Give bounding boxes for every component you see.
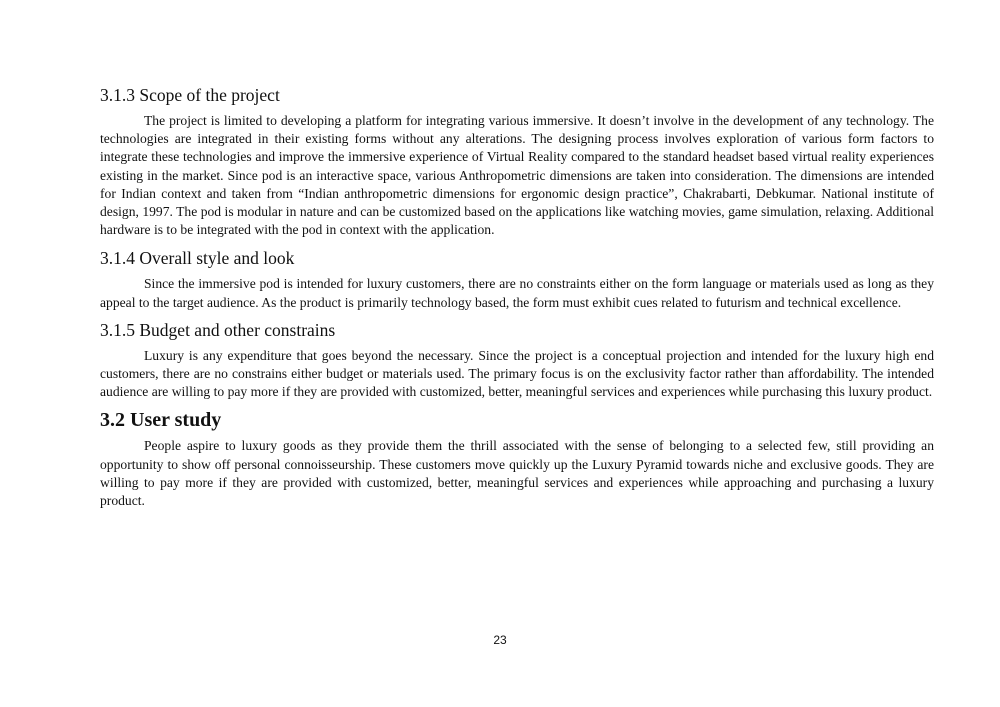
section-user-study [100,408,934,510]
section-overall-style [100,247,934,311]
section-budget-constraints [100,319,934,402]
section-scope-of-project [100,84,934,239]
section-paragraph-3-2: People aspire to luxury goods as they provide them the thrill associated with the sense of belonging to a selected few, still providing an opportunity to show off personal connoisseurship. These customers move quickly up the Luxury Pyramid towards niche and exclusive goods. They are willing to pay more if they are provided with customized, better, meaningful services and experiences while approaching and purchasing a luxury product. [100,438,934,509]
section-paragraph-3-1-5: Luxury is any expenditure that goes beyond the necessary. Since the project is a conceptual projection and intended for the luxury high end customers, there are no constrains either budget or materials used. The primary focus is on the exclusivity factor rather than affordability. The intended audience are willing to pay more if they are provided with customized, better, meaningful services and experiences while purchasing this luxury product. [100,347,934,400]
section-heading-3-1-5: 3.1.5 Budget and other constrains [100,319,336,340]
section-heading-3-1-3: 3.1.3 Scope of the project [100,85,280,105]
section-heading-3-1-4: 3.1.4 Overall style and look [100,248,295,269]
section-paragraph-3-1-3: The project is limited to developing a platform for integrating various immersive. It doesn’t involve in the development of any technology. The technologies are integrated in their existing forms without any alterations. The designing process involves exploration of various form factors to integrate these technologies and improve the immersive experience of Virtual Reality compared to the standard headset based virtual reality experiences existing in the market. Since pod is an interactive space, various Anthropometric dimensions are taken into consideration. The dimensions are intended for Indian context and taken from “Indian anthropometric dimensions for ergonomic design practice”, Chakrabarti, Debkumar. National institute of design, 1997. The pod is modular in nature and can be customized based on the applications like watching movies, game simulation, relaxing. Additional hardware is to be integrated with the pod in context with the application. [100,113,934,238]
page-number: 23 [493,633,507,647]
page-content [100,84,934,517]
section-paragraph-3-1-4: Since the immersive pod is intended for luxury customers, there are no constraints either on the form language or materials used as long as they appeal to the target audience. As the product is primarily technology based, the form must exhibit cues related to futurism and technical excellence. [100,276,934,310]
section-heading-3-2: 3.2 User study [100,409,222,432]
